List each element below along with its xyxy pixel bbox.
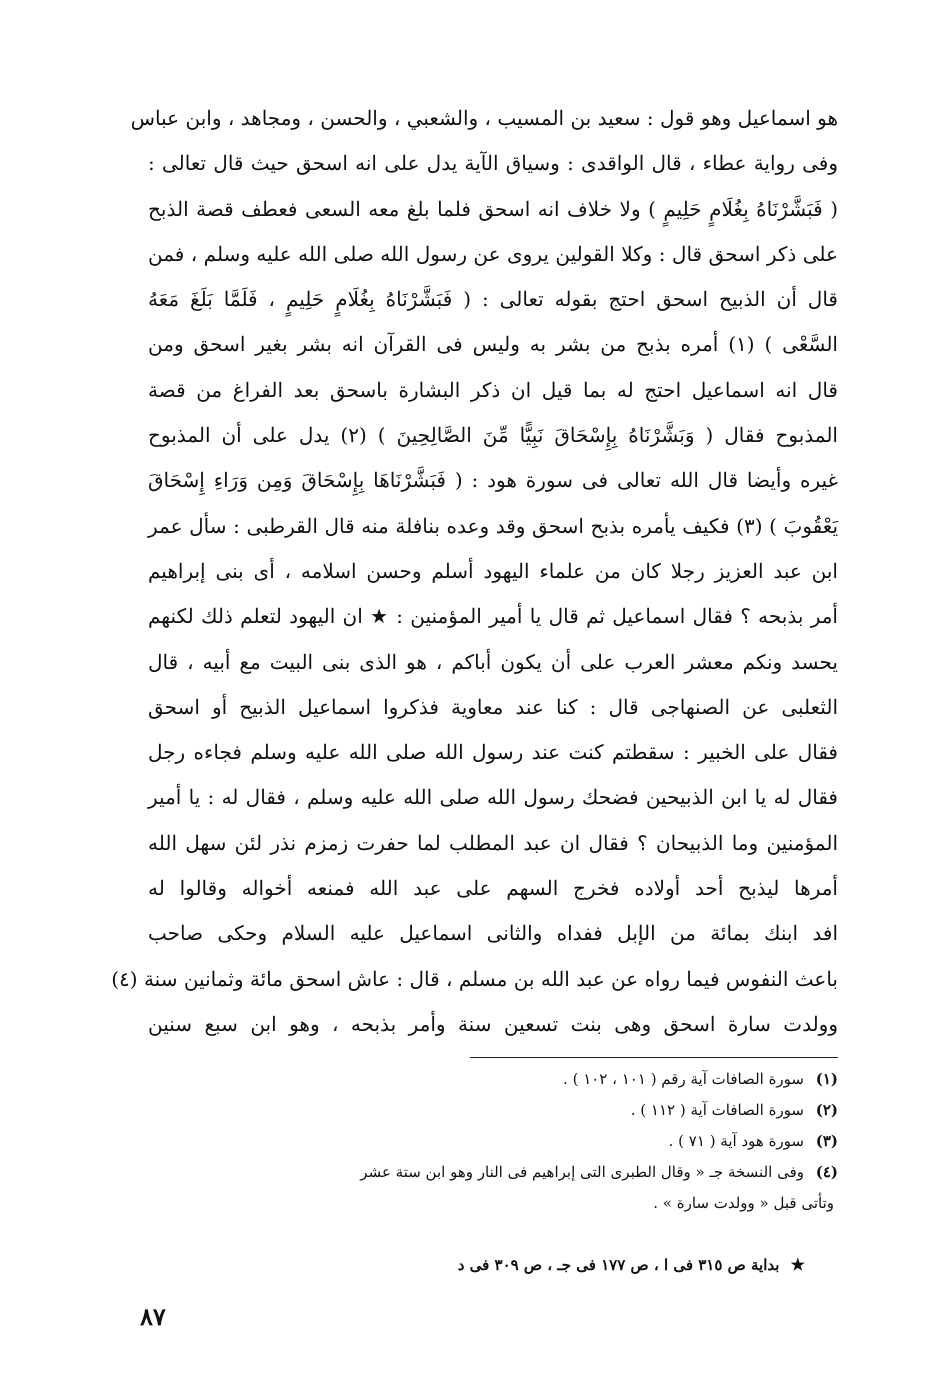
footnote-item xyxy=(150,1064,838,1095)
text-line: الثعلبى عن الصنهاجى قال : كنا عند معاوية فذكروا اسماعيل الذبيح أو اسحق xyxy=(148,694,838,719)
footnote-text: وفى النسخة جـ « وقال الطبرى التى إبراهيم فى النار وهو ابن ستة عشر xyxy=(360,1163,804,1181)
footnote-marker: (٤) xyxy=(815,1163,838,1181)
text-line: يَعْقُوبَ ) (٣) فكيف يأمره بذبح اسحق وقد وعده بنافلة منه قال القرطبى : سأل عمر xyxy=(148,513,839,538)
footnotes-list xyxy=(150,1064,838,1219)
footnote-marker: (٣) xyxy=(815,1132,838,1150)
text-line: وولدت سارة اسحق وهى بنت تسعين سنة وأمر بذبحه ، وهو ابن سبع سنين xyxy=(148,1011,838,1036)
text-line: وفى رواية عطاء ، قال الواقدى : وسياق الآية يدل على انه اسحق حيث قال تعالى : xyxy=(148,151,838,176)
text-line: فقال له يا ابن الذبيحين فضحك رسول الله صلى الله عليه وسلم ، فقال له : يا أمير xyxy=(148,785,838,810)
text-line: ابن عبد العزيز رجلا كان من علماء اليهود أسلم وحسن اسلامه ، أى بنى إبراهيم xyxy=(148,558,838,583)
source-note-text: بداية ص ٣١٥ فى ا ، ص ١٧٧ فى جـ ، ص ٣٠٩ فى د xyxy=(457,1256,780,1274)
star-icon: ★ xyxy=(790,1255,805,1274)
footnote-marker: (١) xyxy=(815,1070,838,1088)
text-line: غيره وأيضا قال الله تعالى فى سورة هود : ( فَبَشَّرْنَاهَا بِإِسْحَاقَ وَمِن وَرَاءِ إِسْحَاقَ xyxy=(148,468,838,493)
page-number: ٨٧ xyxy=(140,1302,166,1331)
text-line: أمر بذبحه ؟ فقال اسماعيل ثم قال يا أمير المؤمنين : ★ ان اليهود لتعلم ذلك لكنهم xyxy=(148,604,838,629)
footnote-item xyxy=(150,1095,838,1126)
main-text-block xyxy=(111,96,839,1047)
text-line: هو اسماعيل وهو قول : سعيد بن المسيب ، والشعبي ، والحسن ، ومجاهد ، وابن عباس xyxy=(130,106,838,130)
text-line: ( فَبَشَّرْنَاهُ بِغُلَامٍ حَلِيمٍ ) ولا خلاف انه اسحق فلما بلغ معه السعى فعطف قصة الذبح xyxy=(148,196,838,221)
footnote-text: سورة هود آية ( ٧١ ) . xyxy=(668,1132,804,1150)
footnote-continuation: وتأتى قبل « وولدت سارة » . xyxy=(653,1194,834,1212)
text-line: المؤمنين وما الذبيحان ؟ فقال ان عبد المطلب لما حفرت زمزم نذر لئن سهل الله xyxy=(148,830,839,855)
text-line: قال أن الذبيح اسحق احتج بقوله تعالى : ( فَبَشَّرْنَاهُ بِغُلَامٍ حَلِيمٍ ، فَلَمَّا بَلَغَ مَعَهُ xyxy=(148,287,838,312)
text-line: أمرها ليذبح أحد أولاده فخرج السهم على عبد الله فمنعه أخواله وقالوا له xyxy=(148,876,838,901)
text-line: فقال على الخبير : سقطتم كنت عند رسول الله صلى الله عليه وسلم فجاءه رجل xyxy=(148,740,838,765)
text-line: على ذكر اسحق قال : وكلا القولين يروى عن رسول الله صلى الله عليه وسلم ، فمن xyxy=(148,241,838,266)
text-line: افد ابنك بمائة من الإبل ففداه والثانى اسماعيل عليه السلام وحكى صاحب xyxy=(148,921,838,946)
footnote-separator xyxy=(470,1057,838,1058)
footnote-text: سورة الصافات آية ( ١١٢ ) . xyxy=(630,1101,804,1119)
footnote-text: سورة الصافات آية رقم ( ١٠١ ، ١٠٢ ) . xyxy=(563,1070,804,1088)
text-line: باعث النفوس فيما رواه عن عبد الله بن مسلم ، قال : عاش اسحق مائة وثمانين سنة (٤) xyxy=(111,966,838,991)
text-line: قال انه اسماعيل احتج له بما قيل ان ذكر البشارة باسحق بعد الفراغ من قصة xyxy=(148,377,838,402)
text-line: المذبوح فقال ( وَبَشَّرْنَاهُ بِإِسْحَاقَ نَبِيًّا مِّنَ الصَّالِحِينَ ) (٢) يدل على أن المذبوح xyxy=(148,423,838,448)
footnote-item xyxy=(150,1157,838,1188)
manuscript-source-note xyxy=(340,1250,805,1280)
footnote-item xyxy=(150,1126,838,1157)
text-line: يحسد ونكم معشر العرب على أن يكون أباكم ، هو الذى بنى البيت مع أبيه ، قال xyxy=(148,649,838,674)
footnote-marker: (٢) xyxy=(815,1101,838,1119)
text-line: السَّعْى ) (١) أمره بذبح من بشر به وليس فى القرآن انه بشر بغير اسحق ومن xyxy=(148,332,838,357)
